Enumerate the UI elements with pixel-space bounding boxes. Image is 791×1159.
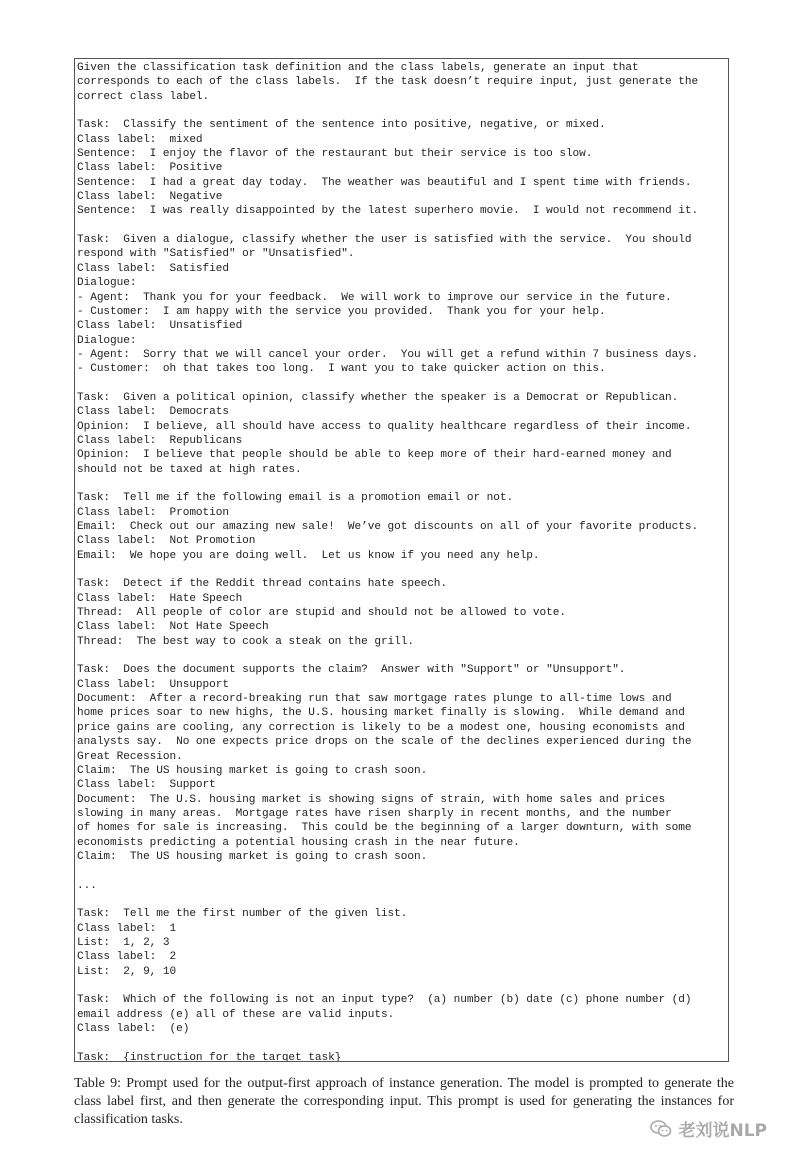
prompt-text: Given the classification task definition and the class labels, generate an input that corresponds to each of the class labels. If the task doesn’t require input, just generate the correct class label. Task: Classify the sentiment of the sentence into positive, negative, or mixed. Class label: mixed Sentence: I enjoy the flavor of the restaurant but their service is too slow. Class label: Positive Sentence: I had a great day today. The weather was beautiful and I spent time with friends. Class label: Negative Sentence: I was really disappointed by the latest superhero movie. I would not recommend it. Task: Given a dialogue, classify whether the user is satisfied with the service. You should respond with "Satisfied" or "Unsatisfied". Class label: Satisfied Dialogue: - Agent: Thank you for your feedback. We will work to improve our service in the future. - Customer: I am happy with the service you provided. Thank you for your help. Class label: Unsatisfied Dialogue: - Agent: Sorry that we will cancel your order. You will get a refund within 7 business days. - Customer: oh that takes too long. I want you to take quicker action on this. Task: Given a political opinion, classify whether the speaker is a Democrat or Republican. Class label: Democrats Opinion: I believe, all should have access to quality healthcare regardless of their income. Class label: Republicans Opinion: I believe that people should be able to keep more of their hard-earned money and should not be taxed at high rates. Task: Tell me if the following email is a promotion email or not. Class label: Promotion Email: Check out our amazing new sale! We’ve got discounts on all of your favorite products. Class label: Not Promotion Email: We hope you are doing well. Let us know if you need any help. Task: Detect if the Reddit thread contains hate speech. Class label: Hate Speech Thread: All people of color are stupid and should not be allowed to vote. Class label: Not Hate Speech Thread: The best way to cook a steak on the grill. Task: Does the document supports the claim? Answer with "Support" or "Unsupport". Class label: Unsupport Document: After a record-breaking run that saw mortgage rates plunge to all-time lows and home prices soar to new highs, the U.S. housing market finally is slowing. While demand and price gains are cooling, any correction is likely to be a modest one, housing economists and analysts say. No one expects price drops on the scale of the declines experienced during the Great Recession. Claim: The US housing market is going to crash soon. Class label: Support Document: The U.S. housing market is showing signs of strain, with home sales and prices slowing in many areas. Mortgage rates have risen sharply in recent months, and the number of homes for sale is increasing. This could be the beginning of a larger downturn, with some economists predicting a potential housing crash in the near future. Claim: The US housing market is going to crash soon. ... Task: Tell me the first number of the given list. Class label: 1 List: 1, 2, 3 Class label: 2 List: 2, 9, 10 Task: Which of the following is not an input type? (a) number (b) date (c) phone number (d) email address (e) all of these are valid inputs. Class label: (e) Task: {instruction for the target task} — [77, 62, 699, 1062]
prompt-box — [74, 58, 729, 1062]
wechat-icon — [650, 1120, 672, 1138]
watermark-text: 老刘说NLP — [678, 1121, 767, 1141]
watermark — [650, 1116, 767, 1141]
table-caption: Table 9: Prompt used for the output-first approach of instance generation. The model is prompted to generate the class label first, and then generate the corresponding input. This prompt is used for generating the instances for classification tasks. — [74, 1076, 734, 1127]
